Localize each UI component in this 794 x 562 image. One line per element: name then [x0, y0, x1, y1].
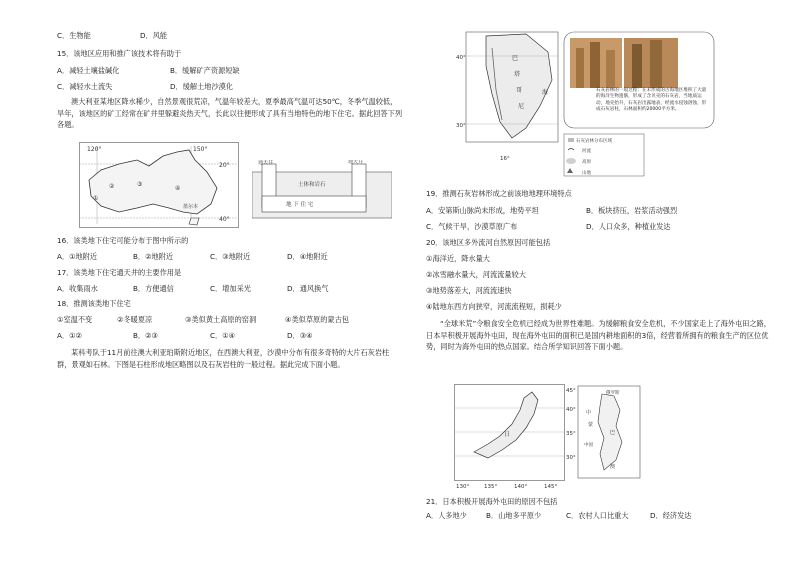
q17-option-a: A．收集雨水 [57, 284, 98, 293]
q18-option-b: B．②③ [133, 331, 159, 340]
q18-option-d: D．③④ [287, 331, 313, 340]
q20-statement-2: ②冰雪融水量大，河流流量较大 [426, 270, 526, 279]
q21-option-c: C．农村人口比重大 [566, 511, 629, 520]
soil-label: 土体和岩石 [298, 182, 326, 188]
lon-150-label: 150° [193, 146, 208, 153]
lat-30-label: 30° [566, 455, 576, 461]
japan-label: 日 [504, 431, 511, 438]
lat-40-label: 40° [219, 216, 230, 223]
q21-option-b: B．山地多平原少 [486, 511, 542, 520]
lon-145-label: 145° [544, 484, 558, 490]
q19-option-c: C．气候干旱，沙漠草原广布 [426, 222, 518, 231]
inset-aus: 澳 [610, 464, 616, 470]
right-column [426, 0, 776, 562]
marker-2: ② [109, 183, 115, 190]
q15-option-d: D．缓解土地沙漠化 [170, 82, 234, 91]
q17-stem: 17．该类地下住宅通天井的主要作用是 [57, 268, 182, 277]
inset-china: 中 [586, 410, 592, 416]
lat-20-label: 20° [219, 162, 230, 169]
q18-statement-1: ①室温不变 [57, 315, 93, 324]
sea-label: 海 [542, 89, 549, 96]
inset-china-full: 中国 [584, 443, 593, 448]
marker-3: ③ [137, 181, 143, 188]
q20-statement-4: ④陆地东西方向狭窄，河流流程短，损耗少 [426, 302, 562, 311]
q21-option-d: D．经济发达 [650, 511, 692, 520]
q15-option-c: C．减轻水土流失 [57, 82, 113, 91]
q14-option-c: C．生物能 [57, 31, 91, 40]
lon-140-label: 140° [514, 484, 528, 490]
passage-australia: 澳大利亚某地区降水稀少，自然景观很荒凉，气温年较差大，夏季最高气温可达50℃，冬季气温较低，旱年，该地区的矿工经常在矿井里躲避炎热天气，长此以往便形成了具有当地特色的地下住宅。据此回答下列各题。 [57, 97, 403, 129]
q15-option-b: B．缓解矿产资源短缺 [170, 66, 240, 75]
q20-stem: 20．该地区多外流河自然原因可能包括 [426, 238, 551, 247]
legend-plateau: 高原 [582, 160, 591, 165]
lon-120-label: 120° [87, 146, 102, 153]
q20-statement-1: ①海洋近，降水量大 [426, 254, 490, 263]
photo-caption: 石灰岩林的一般过程：在未形成的古海地区堆积了大量的海洋生物遗骸，形成了含贝壳的石灰岩，当地质运动，地壳抬升，石灰岩出露地表，经流水侵蚀溶蚀，形成石灰岩柱，石林面积约20000平方米。 [596, 88, 707, 113]
city-label: 墨尔本 [183, 204, 199, 210]
q15-stem: 15．该地区应用和推广该技术将有助于 [57, 49, 182, 58]
q15-option-a: A．减轻土壤盐碱化 [57, 66, 120, 75]
marker-1: ① [93, 195, 99, 202]
lon-130-label: 130° [456, 484, 470, 490]
q16-option-b: B．②地附近 [133, 252, 174, 261]
australia-map [79, 142, 239, 228]
inset-mongolia: 蒙 [588, 422, 594, 428]
q14-option-d: D．风能 [140, 31, 168, 40]
q18-option-a: A．①② [57, 331, 82, 340]
q18-stem: 18．推测该类地下住宅 [57, 299, 131, 308]
q17-option-b: B．方便通信 [133, 284, 174, 293]
marker-4: ④ [175, 185, 181, 192]
q21-option-a: A．人多地少 [426, 511, 467, 520]
q19-stem: 19．推测石灰岩林形成之前该地地理环境特点 [426, 189, 572, 198]
q18-statement-2: ②冬暖夏凉 [117, 315, 153, 324]
q19-option-d: D．人口众多，种植业发达 [586, 222, 671, 231]
q16-option-d: D．④地附近 [287, 252, 328, 261]
country-char-4: 尼 [518, 103, 525, 110]
shaft-label-right: 通天井 [348, 160, 364, 165]
q20-statement-3: ③地势落差大，河流流速快 [426, 286, 512, 295]
legend-river: 河流 [582, 149, 591, 154]
lat-label-bottom: 30° [456, 123, 466, 129]
q18-option-c: C．①④ [210, 331, 236, 340]
q18-statement-4: ④类似草原的蒙古包 [285, 315, 349, 324]
q16-stem: 16．该类地下住宅可能分布于图中所示的 [57, 236, 189, 245]
lat-45-label: 45° [566, 388, 576, 394]
lon-135-label: 135° [484, 484, 498, 490]
country-char-3: 哥 [516, 87, 523, 94]
q17-option-d: D．通风换气 [287, 284, 329, 293]
q19-option-a: A．安第斯山脉尚未形成，地势平坦 [426, 206, 539, 215]
q16-option-c: C．③地附近 [210, 252, 251, 261]
q21-stem: 21．日本积极开展海外屯田的原因不包括 [426, 497, 558, 506]
lat-35-label: 35° [566, 431, 576, 437]
country-char-1: 巴 [512, 55, 519, 62]
japan-map [454, 384, 644, 490]
q17-option-c: C．增加采光 [210, 284, 251, 293]
lon-label: 16° [500, 156, 510, 162]
lat-40-label-jp: 40° [566, 407, 576, 413]
q18-statement-3: ③类似黄土高原的窑洞 [185, 315, 257, 324]
q16-option-a: A．①地附近 [57, 252, 98, 261]
inset-ba: 巴 [610, 430, 616, 436]
shaft-label-left: 通天井 [258, 160, 274, 166]
lat-label-top: 40° [456, 55, 466, 61]
legend-mountain: 山地 [582, 171, 591, 176]
legend-title: 石灰岩林分布区域 [576, 139, 612, 144]
underground-house-diagram [252, 160, 392, 224]
q19-option-b: B．板块挤压，岩浆活动强烈 [586, 206, 678, 215]
passage-limestone: 某科考队于11月前往澳大利亚珀斯附近地区，在西澳大利亚，沙漠中分布有很多奇特的大片石灰岩柱群，景观如石林。下图是石柱形成地区略图以及石灰岩柱的一般过程。据此完成下面小题。 [57, 348, 390, 369]
inset-russia: 俄罗斯 [606, 391, 620, 396]
left-column [57, 0, 407, 562]
passage-japan: “全球米荒”令粮食安全危机已经成为世界性难题。为缓解粮食安全危机，不少国家走上了海外屯田之路，日本早积极开展海外屯田，现在海外屯田的面积已是国内耕地面积的3倍，经营着所拥有的粮食生产的区位优势，同时为海外屯田的热点国家。结合所学知识回答下面小题。 [426, 319, 771, 351]
country-char-2: 塔 [514, 71, 521, 78]
house-label: 地 下 住 宅 [286, 202, 314, 208]
